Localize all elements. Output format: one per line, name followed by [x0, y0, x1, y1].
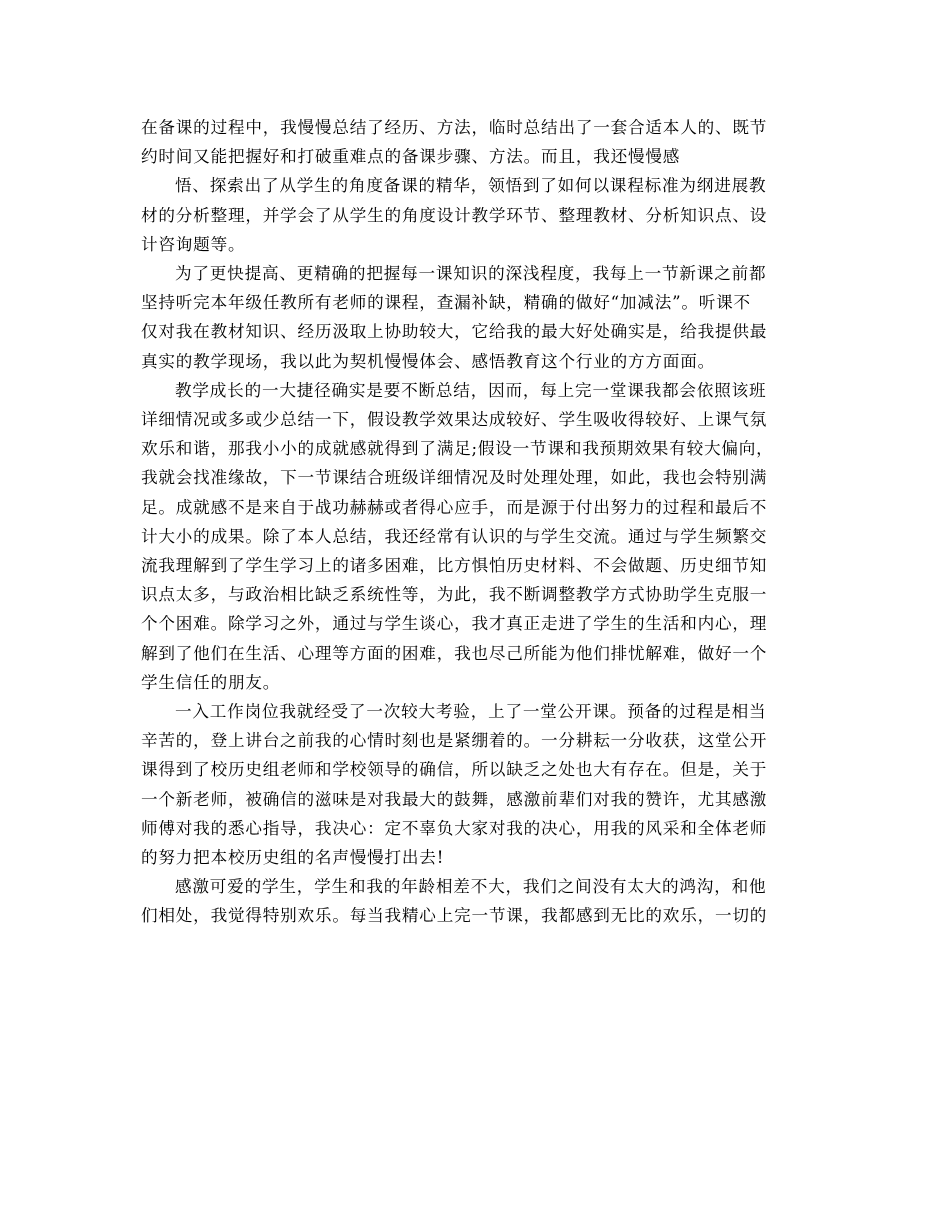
- document-body: [141, 113, 823, 931]
- text-line: 在备课的过程中，我慢慢总结了经历、方法，临时总结出了一套合适本人的、既节: [141, 118, 768, 137]
- text-line: 流我理解到了学生学习上的诸多困难，比方惧怕历史材料、不会做题、历史细节知: [141, 556, 768, 576]
- text-line: 教学成长的一大捷径确实是要不断总结，因而，每上完一堂课我都会依照该班: [175, 380, 767, 400]
- text-line: 为了更快提高、更精确的把握每一课知识的深浅程度，我每上一节新课之前都: [175, 264, 767, 284]
- text-line: 足。成就感不是来自于战功赫赫或者得心应手，而是源于付出努力的过程和最后不: [141, 497, 768, 517]
- text-line: 悟、探索出了从学生的角度备课的精华，领悟到了如何以课程标准为纲进展教: [175, 176, 767, 196]
- text-line: 计咨询题等。: [141, 234, 246, 254]
- text-line: 的努力把本校历史组的名声慢慢打出去!: [141, 848, 445, 868]
- text-line: 约时间又能把握好和打破重难点的备课步骤、方法。而且，我还慢慢感: [141, 147, 681, 167]
- text-line: 材的分析整理，并学会了从学生的角度设计教学环节、整理教材、分析知识点、设: [141, 205, 768, 225]
- text-line: 详细情况或多或少总结一下，假设教学效果达成较好、学生吸收得较好、上课气氛: [141, 410, 768, 430]
- paragraph: [141, 171, 823, 259]
- text-line: 一入工作岗位我就经受了一次较大考验，上了一堂公开课。预备的过程是相当: [175, 702, 767, 722]
- text-line: 辛苦的，登上讲台之前我的心情时刻也是紧绷着的。一分耕耘一分收获，这堂公开: [141, 731, 768, 751]
- paragraph: [141, 872, 823, 930]
- text-line: 计大小的成果。除了本人总结，我还经常有认识的与学生交流。通过与学生频繁交: [141, 526, 768, 546]
- paragraph: [141, 113, 823, 171]
- text-line: 欢乐和谐，那我小小的成就感就得到了满足;假设一节课和我预期效果有较大偏向，: [141, 439, 774, 459]
- text-line: 学生信任的朋友。: [141, 672, 281, 692]
- text-line: 坚持听完本年级任教所有老师的课程，查漏补缺，精确的做好“加减法”。听课不: [141, 293, 751, 313]
- paragraph: [141, 697, 823, 872]
- text-line: 们相处，我觉得特别欢乐。每当我精心上完一节课，我都感到无比的欢乐，一切的: [141, 906, 768, 926]
- text-line: 师傅对我的悉心指导，我决心：定不辜负大家对我的决心，用我的风采和全体老师: [141, 818, 768, 838]
- text-line: 识点太多，与政治相比缺乏系统性等，为此，我不断调整教学方式协助学生克服一: [141, 585, 768, 605]
- text-line: 课得到了校历史组老师和学校领导的确信，所以缺乏之处也大有存在。但是，关于: [141, 760, 768, 780]
- text-line: 真实的教学现场，我以此为契机慢慢体会、感悟教育这个行业的方方面面。: [141, 351, 715, 371]
- text-line: 一个新老师，被确信的滋味是对我最大的鼓舞，感激前辈们对我的赞许，尤其感激: [141, 789, 768, 809]
- text-line: 感激可爱的学生，学生和我的年龄相差不大，我们之间没有太大的鸿沟，和他: [175, 877, 767, 897]
- paragraph: [141, 376, 823, 697]
- text-line: 仅对我在教材知识、经历汲取上协助较大，它给我的最大好处确实是，给我提供最: [141, 322, 768, 342]
- text-line: 我就会找准缘故，下一节课结合班级详细情况及时处理处理，如此，我也会特别满: [141, 468, 768, 488]
- text-line: 个个困难。除学习之外，通过与学生谈心，我才真正走进了学生的生活和内心，理: [141, 614, 768, 634]
- paragraph: [141, 259, 823, 376]
- text-line: 解到了他们在生活、心理等方面的困难，我也尽己所能为他们排忧解难，做好一个: [141, 643, 768, 663]
